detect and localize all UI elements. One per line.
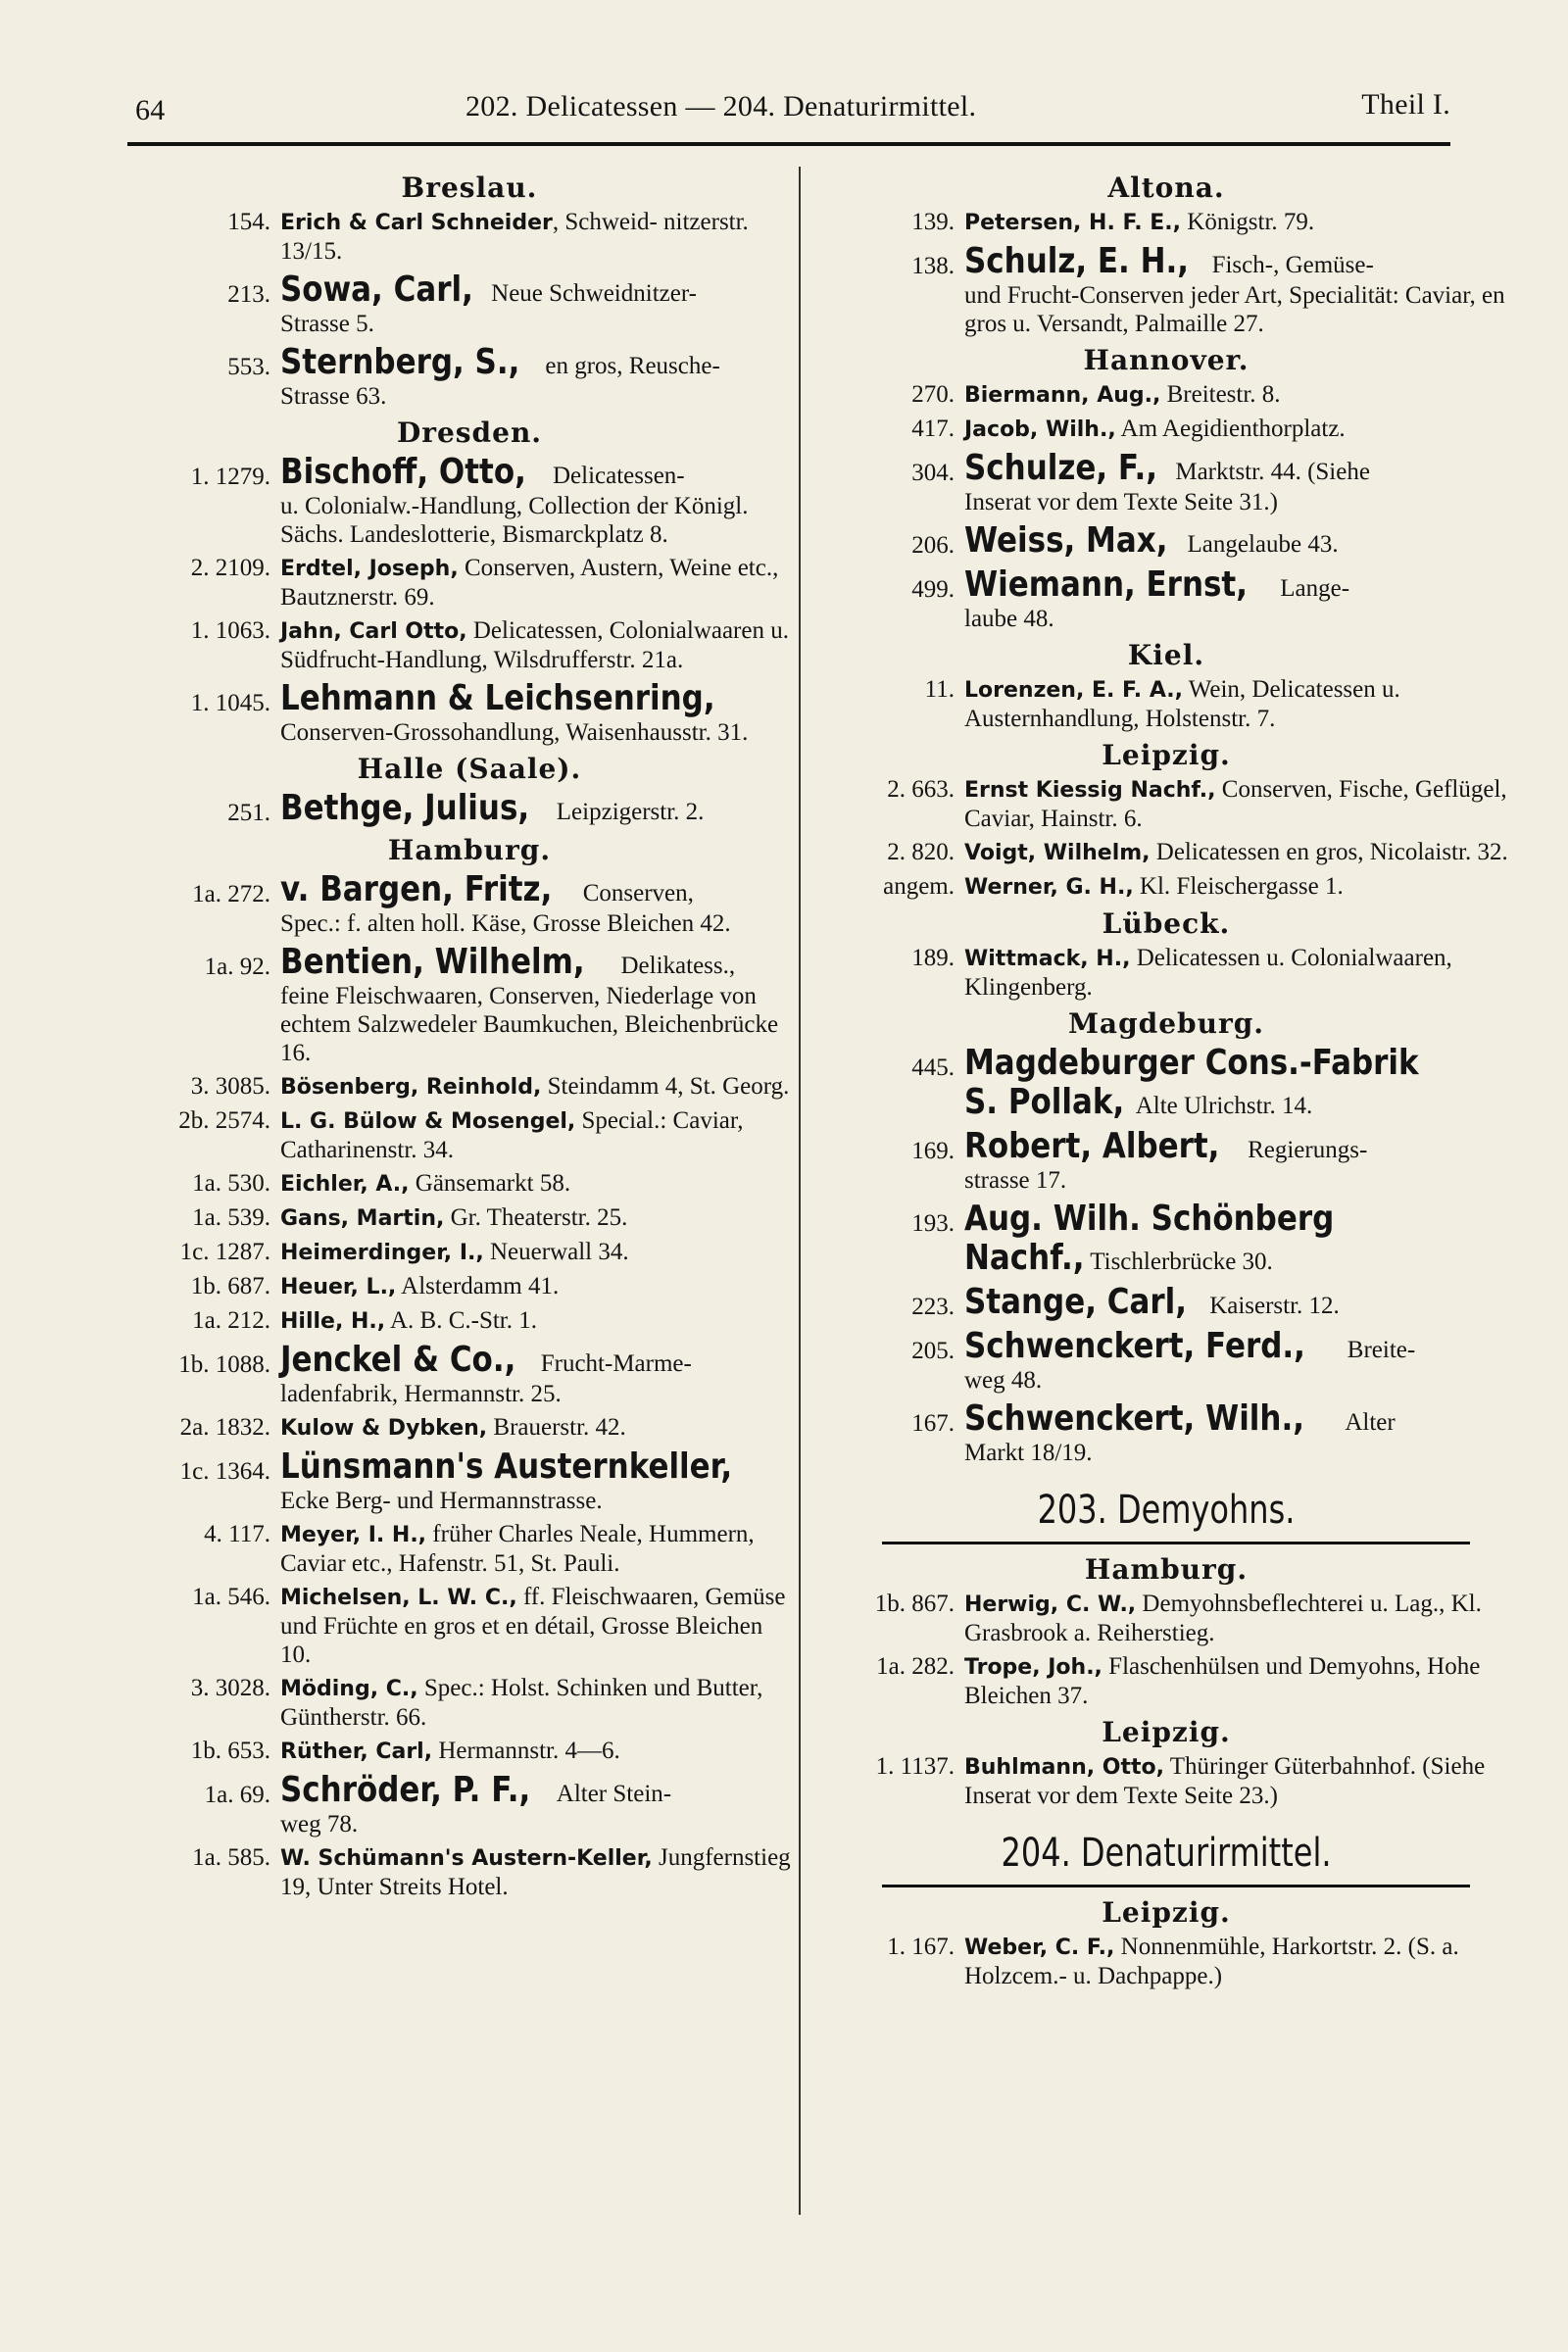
running-title: 202. Delicatessen — 204. Denaturirmittel. [466,90,977,122]
entry-name: Lorenzen, E. F. A., [964,678,1183,703]
listing-entry [823,242,1509,338]
listing-entry [823,1327,1509,1395]
listing-entry [147,1106,792,1164]
listing-entry [823,380,1509,410]
entry-text: Neue Schweidnitzer- [484,280,697,307]
column-divider [799,167,801,2215]
entry-text: Regierungs- [1241,1137,1368,1163]
entry-text: weg 48. [964,1367,1043,1394]
entry-text: nitzerstr. 13/15. [280,209,749,265]
listing-entry [147,943,792,1067]
entry-number: 1a. 272. [192,881,270,907]
entry-text: Strasse 5. [280,311,374,337]
entry-name: Biermann, Aug., [964,383,1161,408]
listing-entry [147,1203,792,1233]
entry-text: Delicatessen en gros, Nicolaistr. 32. [1150,839,1508,865]
section-rule [882,1542,1470,1544]
entry-name: Voigt, Wilhelm, [964,841,1151,865]
entry-number: 2b. 2574. [178,1107,270,1134]
listing-entry [823,872,1509,902]
city-heading: Hannover. [1083,344,1250,376]
listing-entry [147,554,792,612]
entry-number: 1b. 867. [874,1591,955,1617]
entry-name: Rüther, Carl, [280,1740,433,1764]
listing-entry [147,789,792,828]
entry-number: 1a. 212. [192,1307,270,1334]
city-heading: Lübeck. [1102,907,1231,940]
entry-number: 1c. 1287. [179,1239,270,1265]
city-heading: Leipzig. [1102,739,1231,771]
entry-text: Delicatessen- [546,463,685,489]
entry-number: 304. [911,460,955,486]
city-heading: Altona. [1107,172,1225,204]
entry-name: Schulz, E. H., [964,241,1190,281]
listing-entry [147,1306,792,1336]
listing-entry [147,870,792,938]
listing-entry [147,208,792,266]
entry-text: Strasse 63. [280,383,387,410]
entry-number: 1a. 539. [192,1204,270,1231]
listing-entry [823,1933,1509,1990]
entry-text: Special.: Caviar, Catharinenstr. 34. [280,1107,744,1163]
listing-entry [823,838,1509,867]
entry-name: Stange, Carl, [964,1282,1187,1322]
entry-name: Weiss, Max, [964,520,1168,561]
entry-name: Möding, C., [280,1677,418,1701]
listing-entry [823,1752,1509,1810]
entry-number: 2a. 1832. [179,1414,270,1441]
entry-name: Ernst Kiessig Nachf., [964,778,1216,803]
listing-entry [823,415,1509,444]
entry-name: Schulze, F., [964,448,1158,488]
entry-name: Eichler, A., [280,1172,410,1197]
entry-name: Magdeburger Cons.-Fabrik [964,1043,1419,1083]
entry-number: 4. 117. [204,1521,270,1547]
entry-text: Wein, Delicatessen u. Austernhandlung, Holstenstr. 7. [964,676,1400,732]
listing-entry [147,616,792,674]
entry-number: 1. 1137. [875,1753,955,1780]
entry-text: Markt 18/19. [964,1440,1093,1466]
listing-entry [823,1200,1509,1278]
entry-text: Breite- [1341,1337,1416,1363]
entry-text: Königstr. 79. [1181,209,1315,235]
entry-name: v. Bargen, Fritz, [280,869,553,909]
listing-entry [147,1737,792,1766]
listing-entry [823,775,1509,833]
entry-number: 1a. 530. [192,1170,270,1197]
listing-entry [823,565,1509,633]
listing-entry [823,449,1509,516]
entry-name: Weber, C. F., [964,1936,1115,1960]
entry-text: en gros, Reusche- [539,353,720,379]
entry-text: laube 48. [964,606,1054,632]
entry-text: Fisch-, Gemüse- [1205,252,1374,278]
entry-text: , Schweid- [552,209,658,235]
section-title: 203. Demyohns. [1037,1488,1296,1533]
entry-text: Hermannstr. 4—6. [432,1738,620,1764]
entry-text: Leipzigerstr. 2. [550,799,705,825]
entry-name: Sowa, Carl, [280,270,473,310]
entry-text: feine Fleischwaaren, Conserven, Niederlage von echtem Salzwedeler Baumkuchen, Bleichenbrücke 16. [280,983,779,1066]
entry-text: Inserat vor dem Texte Seite 31.) [964,489,1278,515]
entry-text: ladenfabrik, Hermannstr. 25. [280,1381,562,1407]
listing-entry [823,675,1509,733]
entry-number: 2. 820. [887,839,955,865]
entry-name: Aug. Wilh. Schönberg [964,1199,1335,1239]
entry-number: 2. 2109. [190,555,270,581]
entry-name: Lünsmann's Austernkeller, [280,1446,733,1487]
listing-entry [147,453,792,549]
entry-number: 417. [911,416,955,442]
listing-entry [147,343,792,411]
listing-entry [147,1843,792,1901]
city-heading: Hamburg. [387,834,552,866]
entry-name: Erich & Carl Schneider [280,211,553,235]
entry-name: Schwenckert, Ferd., [964,1326,1305,1366]
entry-number: 1. 167. [887,1934,955,1960]
entry-name: Sternberg, S., [280,342,520,382]
listing-entry [823,1127,1509,1195]
entry-text: Tischlerbrücke 30. [1084,1249,1273,1275]
entry-number: 1. 1063. [190,617,270,644]
header-rule [127,142,1450,146]
listing-entry [823,1399,1509,1467]
listing-entry [147,1272,792,1301]
entry-name: Petersen, H. F. E., [964,211,1182,235]
entry-text: Ecke Berg- und Hermannstrasse. [280,1488,603,1514]
listing-entry [147,1674,792,1732]
listing-entry [147,1520,792,1578]
entry-number: 1. 1279. [190,464,270,490]
entry-text: Am Aegidienthorplatz. [1115,416,1346,442]
entry-number: 139. [911,209,955,235]
entry-number: 1a. 282. [876,1653,955,1680]
entry-number: 193. [911,1210,955,1237]
entry-text: Delicatessen, Colonialwaaren u. Südfrucht-Handlung, Wilsdrufferstr. 21a. [280,617,789,673]
city-heading: Hamburg. [1084,1553,1249,1586]
entry-number: 2. 663. [887,776,955,803]
entry-name: L. G. Bülow & Mosengel, [280,1109,576,1134]
entry-text: und Frucht-Conserven jeder Art, Specialität: Caviar, en gros u. Versandt, Palmaille 27. [964,282,1505,337]
entry-text: Alte Ulrichstr. 14. [1130,1093,1313,1119]
listing-entry [147,1238,792,1267]
listing-entry [147,1341,792,1408]
entry-text: Brauerstr. 42. [487,1414,626,1441]
entry-text: strasse 17. [964,1167,1067,1194]
entry-number: 3. 3028. [190,1675,270,1701]
entry-text: Gr. Theaterstr. 25. [444,1204,628,1231]
entry-text: Gänsemarkt 58. [409,1170,571,1197]
listing-entry [147,1072,792,1102]
entry-number: 270. [911,381,955,408]
listing-entry [823,1283,1509,1322]
entry-number: 169. [911,1138,955,1164]
entry-text: weg 78. [280,1811,359,1838]
entry-text: Flaschenhülsen und Demyohns, Hohe Bleichen 37. [964,1653,1481,1709]
entry-name: Trope, Joh., [964,1655,1102,1680]
entry-text: ff. Fleischwaaren, Gemüse und Früchte en gros et en détail, Grosse Bleichen 10. [280,1584,786,1668]
left-column [147,169,792,1906]
entry-number: 1. 1045. [190,690,270,716]
entry-number: 499. [911,576,955,603]
listing-entry [823,208,1509,237]
page-header [127,86,1450,137]
page-number: 64 [135,94,166,126]
entry-number: 3. 3085. [190,1073,270,1100]
listing-entry [823,1044,1509,1122]
listing-entry [147,679,792,747]
entry-text: Marktstr. 44. (Siehe [1169,459,1370,485]
city-heading: Halle (Saale). [357,753,582,785]
entry-number: 553. [227,354,270,380]
entry-number: 138. [911,253,955,279]
entry-number: 223. [911,1294,955,1320]
entry-name: Robert, Albert, [964,1126,1220,1166]
entry-number: 1b. 1088. [178,1351,270,1378]
entry-name: Heuer, L., [280,1275,397,1299]
entry-text: früher Charles Neale, Hummern, Caviar etc., Hafenstr. 51, St. Pauli. [280,1521,755,1577]
entry-number: 205. [911,1338,955,1364]
entry-number: 154. [227,209,270,235]
listing-entry [147,1169,792,1199]
entry-name: Bentien, Wilhelm, [280,942,585,982]
entry-name: Herwig, C. W., [964,1592,1137,1617]
entry-name: Lehmann & Leichsenring, [280,678,715,718]
entry-name: Michelsen, L. W. C., [280,1586,517,1610]
entry-text: Langelaube 43. [1181,531,1339,558]
entry-text: Conserven-Grossohandlung, Waisenhausstr. 31. [280,719,749,746]
entry-text: Spec.: f. alten holl. Käse, Grosse Bleichen 42. [280,910,731,937]
entry-number: 11. [924,676,955,703]
entry-text: Nonnenmühle, Harkortstr. 2. (S. a. Holzcem.- u. Dachpappe.) [964,1934,1459,1989]
entry-name: Kulow & Dybken, [280,1416,488,1441]
entry-name: Bethge, Julius, [280,788,530,828]
part-label: Theil I. [1361,88,1450,121]
section-title: 204. Denaturirmittel. [1001,1831,1332,1876]
entry-number: 1b. 653. [190,1738,270,1764]
entry-text: Delicatessen u. Colonialwaaren, Klingenberg. [964,945,1452,1001]
right-column [823,169,1509,1995]
listing-entry [823,1652,1509,1710]
entry-number: angem. [883,873,955,900]
entry-number: 1c. 1364. [179,1458,270,1485]
listing-entry [147,270,792,338]
entry-text: Conserven, Fische, Geflügel, Caviar, Hainstr. 6. [964,776,1507,832]
entry-number: 1a. 585. [192,1844,270,1871]
city-heading: Breslau. [401,172,538,204]
city-heading: Dresden. [396,416,543,449]
entry-name: W. Schümann's Austern-Keller, [280,1846,653,1871]
entry-name: S. Pollak, [964,1082,1125,1122]
entry-number: 445. [911,1054,955,1081]
section-rule [882,1885,1470,1887]
entry-number: 206. [911,532,955,559]
entry-text: Conserven, [576,880,694,906]
entry-number: 1a. 69. [204,1782,270,1808]
entry-text: Alter Stein- [551,1781,672,1807]
entry-text: Demyohnsbeflechterei u. Lag., Kl. Grasbrook a. Reiherstieg. [964,1591,1482,1646]
city-heading: Leipzig. [1102,1716,1231,1748]
entry-name: Wiemann, Ernst, [964,564,1248,605]
entry-text: Lange- [1274,575,1350,602]
city-heading: Kiel. [1127,639,1205,671]
entry-number: 1a. 546. [192,1584,270,1610]
listing-entry [823,521,1509,561]
listing-entry [823,1590,1509,1647]
city-heading: Leipzig. [1102,1896,1231,1929]
entry-name: Wittmack, H., [964,947,1131,971]
entry-text: A. B. C.-Str. 1. [385,1307,538,1334]
listing-entry [147,1447,792,1515]
listing-entry [147,1413,792,1443]
entry-text: Alter [1340,1409,1396,1436]
entry-name: Bischoff, Otto, [280,452,526,492]
entry-text: Thüringer Güterbahnhof. (Siehe Inserat vor dem Texte Seite 23.) [964,1753,1486,1809]
listing-entry [147,1771,792,1838]
entry-number: 167. [911,1410,955,1437]
entry-name: Bösenberg, Reinhold, [280,1075,542,1100]
entry-name: Nachf., [964,1238,1085,1278]
entry-name: Schröder, P. F., [280,1770,531,1810]
entry-text: Alsterdamm 41. [396,1273,560,1299]
entry-name: Erdtel, Joseph, [280,557,459,581]
entry-text: Kl. Fleischergasse 1. [1133,873,1344,900]
entry-text: Kaiserstr. 12. [1202,1293,1340,1319]
entry-name: Gans, Martin, [280,1206,445,1231]
city-heading: Magdeburg. [1067,1007,1265,1040]
entry-text: Steindamm 4, St. Georg. [541,1073,790,1100]
entry-name: Heimerdinger, I., [280,1241,484,1265]
entry-text: Frucht-Marme- [534,1350,692,1377]
entry-name: Jenckel & Co., [280,1340,516,1380]
listing-entry [147,1583,792,1669]
entry-number: 189. [911,945,955,971]
entry-name: Jahn, Carl Otto, [280,619,467,644]
entry-name: Meyer, I. H., [280,1523,427,1547]
entry-text: Neuerwall 34. [483,1239,629,1265]
entry-number: 213. [227,281,270,308]
entry-number: 251. [227,800,270,826]
entry-number: 1a. 92. [204,954,270,980]
entry-number: 1b. 687. [190,1273,270,1299]
entry-name: Jacob, Wilh., [964,417,1116,442]
entry-text: Delikatess., [614,953,736,979]
entry-text: Spec.: Holst. Schinken und Butter, Güntherstr. 66. [280,1675,763,1731]
entry-name: Buhlmann, Otto, [964,1755,1164,1780]
listing-entry [823,944,1509,1002]
entry-text: Jungfernstieg 19, Unter Streits Hotel. [280,1844,791,1900]
entry-text: Conserven, Austern, Weine etc., Bautznerstr. 69. [280,555,779,611]
entry-text: u. Colonialw.-Handlung, Collection der Königl. Sächs. Landeslotterie, Bismarckplatz 8. [280,493,749,548]
entry-text: Breitestr. 8. [1160,381,1281,408]
entry-name: Werner, G. H., [964,875,1134,900]
entry-name: Schwenckert, Wilh., [964,1398,1304,1439]
entry-name: Hille, H., [280,1309,386,1334]
